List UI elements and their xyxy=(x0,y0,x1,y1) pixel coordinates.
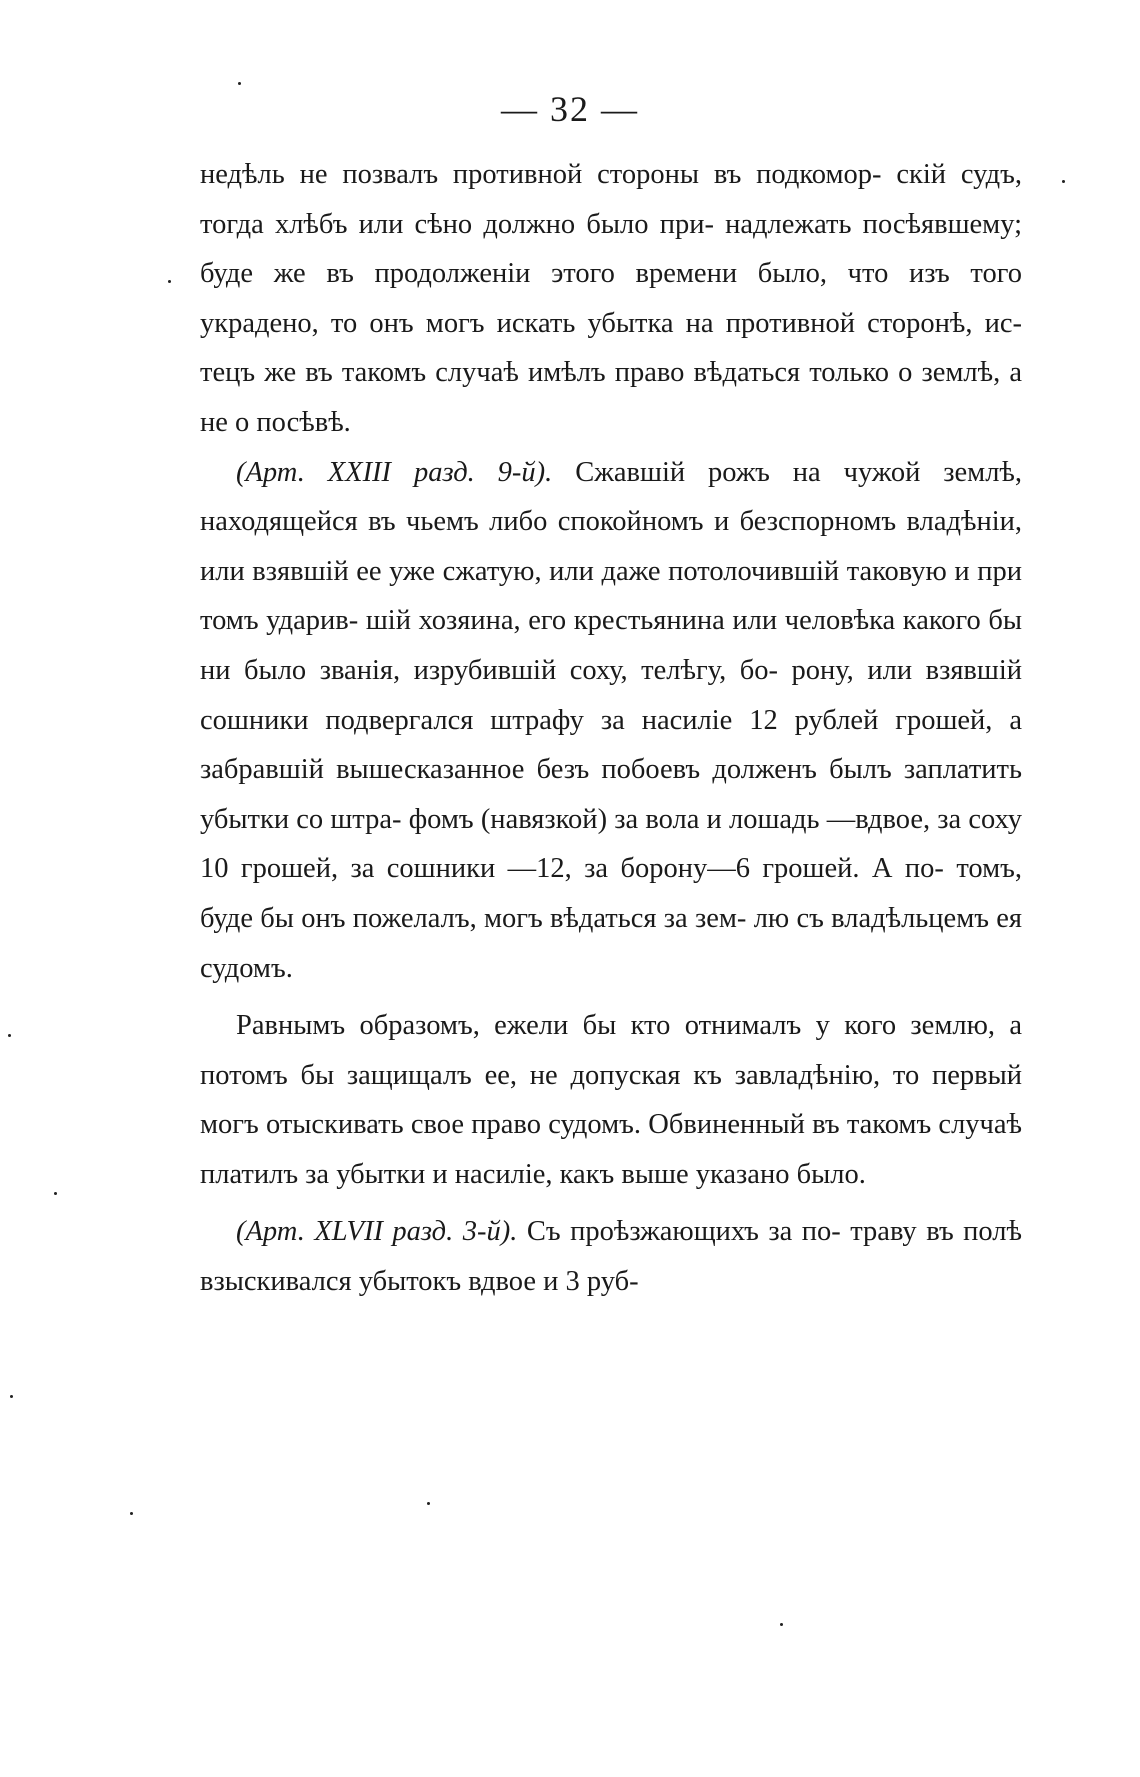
text-line: бы ни было званія, изрубившій соху, телѣгу, бо- xyxy=(200,605,1023,686)
page-number: — 32 — xyxy=(501,89,639,129)
text-line: лю съ владѣльцемъ ея судомъ. xyxy=(200,902,1023,984)
text-line: насиліе 12 рублей грошей, а забравшій вышесказанное xyxy=(200,704,1023,786)
text-line: онъ могъ искать убытка на противной сторонѣ, ис- xyxy=(369,307,1023,339)
text-line: фомъ (навязкой) за вола и лошадь —вдвое, за соху 10 xyxy=(200,803,1022,885)
text-line: недѣль не позвалъ противной стороны въ подкомор- xyxy=(200,159,882,190)
text-line: или даже потолочившій таковую и при томъ ударив- xyxy=(200,555,1022,637)
text-line: Сжавшій рожъ на чужой xyxy=(552,456,921,488)
scan-speck xyxy=(1062,180,1065,183)
paragraph-1 xyxy=(200,150,1022,448)
text-line: рону, или взявшій сошники подвергался штрафу за xyxy=(200,654,1023,736)
text-line: землю, а потомъ бы защищалъ ее, не допуская къ xyxy=(200,1010,1022,1091)
text-line: судомъ. Обвиненный въ такомъ случаѣ платилъ за xyxy=(200,1109,1023,1190)
text-line: грошей, за сошники —12, за борону—6 грошей. А по- xyxy=(240,853,944,885)
scan-speck xyxy=(780,1623,783,1626)
text-line: тецъ же въ такомъ случаѣ имѣлъ право вѣдаться xyxy=(200,357,801,389)
scan-speck xyxy=(10,1395,13,1398)
text-line: только о землѣ, а не о посѣвѣ. xyxy=(200,357,1022,438)
text-line: безъ побоевъ долженъ былъ заплатить убытки со штра- xyxy=(200,754,1022,835)
text-line: траву въ полѣ взыскивался убытокъ вдвое и 3 руб- xyxy=(200,1216,1023,1298)
scan-speck xyxy=(168,280,171,283)
article-reference: (Арт. XXIII разд. 9-й). xyxy=(236,456,553,488)
text-line: убытки и насиліе, какъ выше указано было. xyxy=(336,1158,866,1190)
text-line: шій хозяина, его крестьянина или человѣка какого xyxy=(365,605,981,637)
text-line: этого времени было, что изъ того украдено, то xyxy=(200,258,1022,339)
paragraph-4 xyxy=(200,1207,1022,1306)
scan-speck xyxy=(54,1192,57,1195)
scan-speck xyxy=(130,1512,133,1515)
text-line: Равнымъ образомъ, ежели бы кто отнималъ у кого xyxy=(236,1010,897,1042)
text-line: томъ, буде бы онъ пожелалъ, могъ вѣдаться за зем- xyxy=(200,853,1023,934)
scan-speck xyxy=(427,1502,430,1505)
text-line: скій судъ, тогда хлѣбъ или сѣно должно было при- xyxy=(200,159,1022,240)
paragraph-3 xyxy=(200,1001,1022,1199)
body-text xyxy=(200,150,1022,1307)
text-line: землѣ, находящейся въ чьемъ либо спокойномъ и xyxy=(200,456,1023,538)
paragraph-2 xyxy=(200,448,1022,994)
text-line: надлежать посѣявшему; буде же въ продолженіи xyxy=(200,208,1023,290)
text-line: Съ проѣзжающихъ за по- xyxy=(517,1216,841,1248)
article-reference: (Арт. XLVII разд. 3-й). xyxy=(236,1216,518,1248)
text-line: безспорномъ владѣніи, или взявшій ее уже сжатую, xyxy=(200,506,1022,587)
scan-speck xyxy=(8,1034,11,1037)
scan-speck xyxy=(238,82,241,85)
text-line: завладѣнію, то первый могъ отыскивать свое право xyxy=(200,1059,1023,1141)
